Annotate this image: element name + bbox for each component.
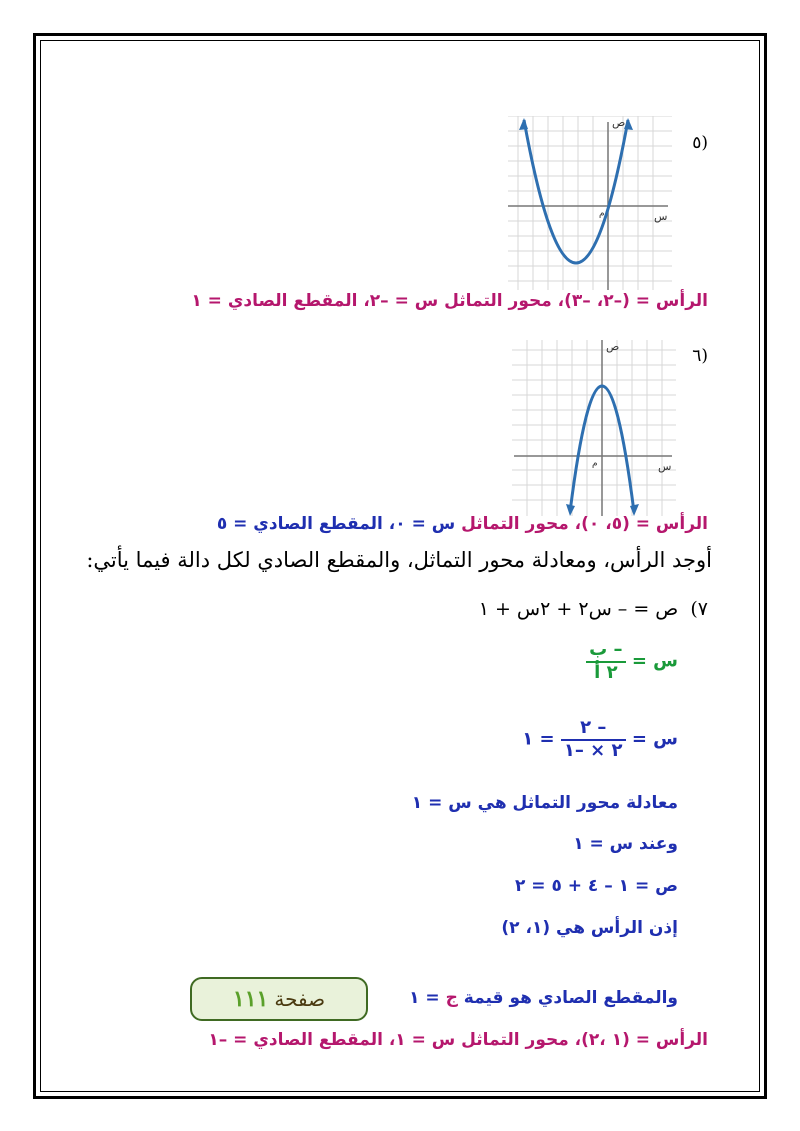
formula-denominator: ٢ أ (594, 661, 618, 683)
intercept-variable: ج (445, 988, 458, 1008)
y-axis-label: ص (606, 340, 620, 353)
origin-label: م (592, 459, 598, 469)
calc-denominator: ٢ × –١ (563, 739, 623, 761)
problem-7-function: ص = – س٢ + ٢س + ١ (478, 598, 679, 620)
page-number: ١١١ (232, 986, 269, 1012)
problem-5-answer: الرأس = (–٢، –٣)، محور التماثل س = –٢، المقطع الصادي = ١ (191, 291, 708, 311)
problem-5-graph (508, 116, 672, 290)
intercept-value: = ١ (409, 988, 446, 1008)
problem-6-answer-part2: س = ٠، المقطع الصادي = ٥ (216, 514, 456, 534)
x-axis-label: س (654, 210, 668, 223)
formula-lhs: س = (631, 650, 678, 672)
formula-numerator: – ب (586, 640, 625, 663)
problem-6-answer-part1: الرأس = (٥، ٠)، محور التماثل (455, 514, 708, 534)
x-axis-label: س (658, 460, 672, 473)
formula-fraction (586, 640, 625, 683)
vertex-result-line: إذن الرأس هي (١، ٢) (501, 918, 678, 938)
y-axis-label: ص (612, 116, 626, 129)
axis-equation-line: معادلة محور التماثل هي س = ١ (411, 793, 678, 813)
page-label: صفحة (274, 987, 326, 1011)
when-x-line: وعند س = ١ (573, 834, 678, 854)
calc-lhs: س = (631, 728, 678, 750)
calc-rhs: = ١ (522, 728, 555, 750)
vertex-calculation (522, 718, 678, 761)
problem-6-answer (217, 514, 708, 534)
origin-label: م (599, 209, 605, 219)
calc-fraction (561, 718, 626, 761)
problem-6-graph (512, 340, 676, 516)
y-calculation-line: ص = ١ – ٤ + ٥ = ٢ (514, 876, 678, 896)
problem-7-number: ٧) (690, 598, 708, 620)
y-intercept-line (409, 988, 678, 1008)
calc-numerator: – ٢ (561, 718, 626, 741)
vertex-formula (586, 640, 678, 683)
problem-5-number: (٥ (692, 133, 708, 153)
instruction-text: أوجد الرأس، ومعادلة محور التماثل، والمقطع الصادي لكل دالة فيما يأتي: (86, 548, 712, 572)
problem-7-equation (479, 598, 708, 620)
intercept-text: والمقطع الصادي هو قيمة (457, 988, 678, 1008)
problem-7-answer: الرأس = (١ ،٢)، محور التماثل س = ١، المقطع الصادي = –١ (208, 1030, 708, 1050)
problem-6-number: (٦ (692, 346, 708, 366)
page-number-badge (190, 977, 368, 1021)
